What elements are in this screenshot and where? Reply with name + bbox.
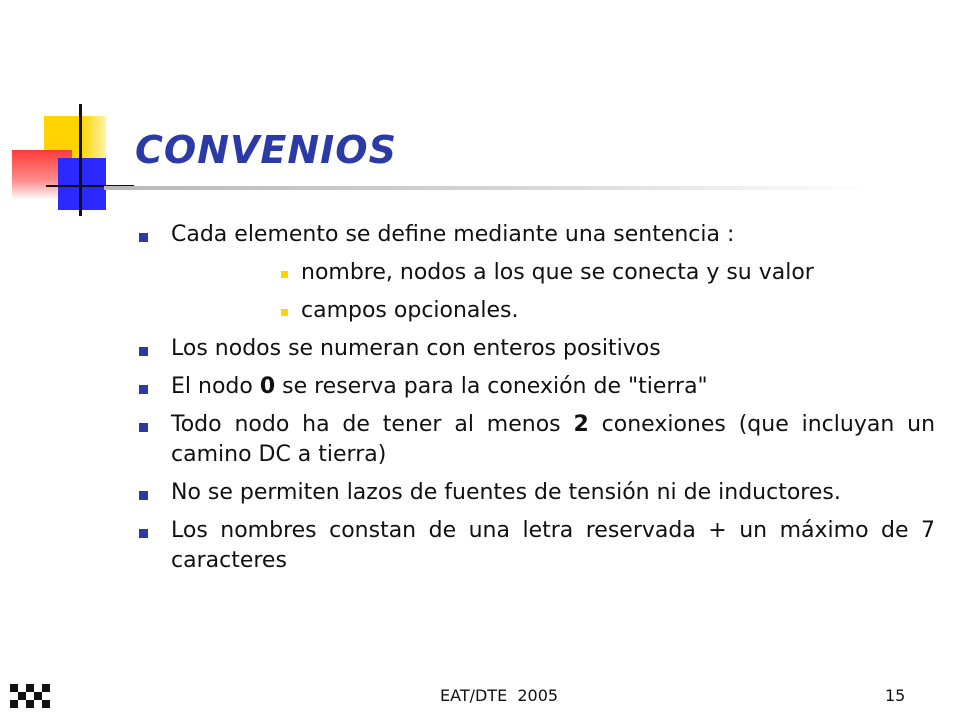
- corner-decoration: [0, 0, 140, 230]
- logo-block: [10, 684, 18, 692]
- bullet-square-icon: [139, 491, 148, 500]
- bullet-text-end: se reserva para la conexión de "tierra": [275, 374, 708, 399]
- bullet-square-icon: [139, 347, 148, 356]
- logo-block: [26, 700, 34, 708]
- bullet-square-icon: [139, 233, 148, 242]
- bullet-item: [135, 478, 935, 508]
- sub-bullet-square-icon: [281, 271, 288, 278]
- sub-bullet-text: campos opcionales.: [301, 298, 519, 323]
- bullet-text: Los nombres constan de una letra reservada + un máximo de 7 caracteres: [171, 518, 935, 573]
- logo-block: [26, 684, 34, 692]
- logo-block: [18, 692, 26, 700]
- logo-block: [34, 692, 42, 700]
- bullet-text: Los nodos se numeran con enteros positivos: [171, 336, 661, 361]
- slide-content: [135, 220, 935, 584]
- bullet-bold-value: 2: [573, 412, 589, 437]
- bullet-item: [135, 516, 935, 576]
- bullet-square-icon: [139, 423, 148, 432]
- logo-block: [42, 700, 50, 708]
- bullet-item: [135, 410, 935, 470]
- sub-bullet-text: nombre, nodos a los que se conecta y su valor: [301, 260, 814, 285]
- logo-block: [10, 700, 18, 708]
- slide-title: CONVENIOS: [135, 128, 397, 172]
- bullet-bold-value: 0: [259, 374, 276, 399]
- sub-bullet-square-icon: [281, 309, 288, 316]
- footer-text: EAT/DTE 2005: [440, 686, 559, 705]
- vertical-line: [79, 104, 82, 216]
- university-logo-icon: [8, 680, 52, 710]
- bullet-item: [135, 220, 935, 250]
- page-number: 15: [885, 686, 906, 705]
- bullet-text: Cada elemento se define mediante una sentencia :: [171, 222, 735, 247]
- logo-block: [42, 684, 50, 692]
- bullet-square-icon: [139, 385, 148, 394]
- bullet-square-icon: [139, 529, 148, 538]
- bullet-text-end: conexiones (que incluyan un camino DC a tierra): [171, 412, 936, 467]
- title-underline: [104, 186, 874, 190]
- bullet-item: [135, 372, 935, 402]
- bullet-text: No se permiten lazos de fuentes de tensión ni de inductores.: [171, 480, 841, 505]
- blue-square: [58, 158, 106, 210]
- bullet-text-start: Todo nodo ha de tener al menos: [171, 412, 574, 437]
- sub-bullet-item: [135, 258, 935, 288]
- bullet-text-start: El nodo: [171, 374, 260, 399]
- bullet-item: [135, 334, 935, 364]
- sub-bullet-item: [135, 296, 935, 326]
